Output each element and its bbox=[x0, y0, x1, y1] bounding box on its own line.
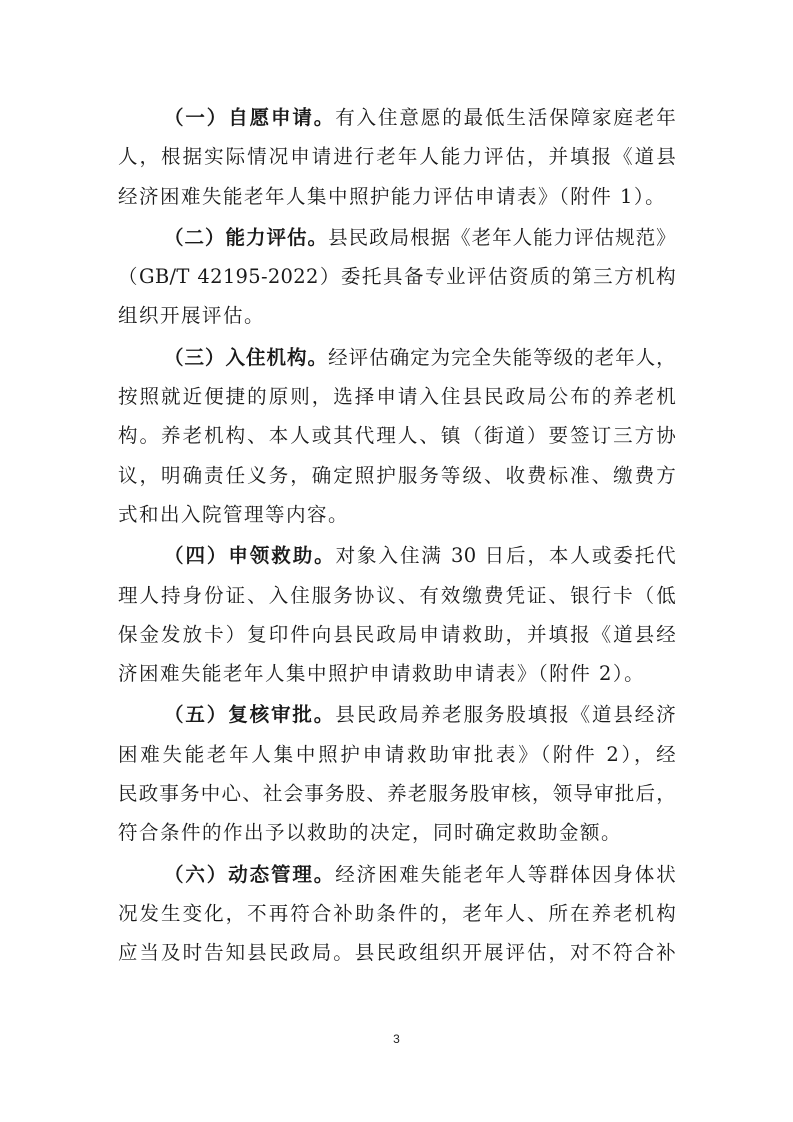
text-line: 人，根据实际情况申请进行老年人能力评估，并填报《道县 bbox=[118, 145, 676, 169]
paragraph-heading: （一）自愿申请。 bbox=[164, 106, 336, 129]
paragraph-5 bbox=[118, 695, 676, 852]
text-line bbox=[118, 218, 676, 257]
text-line: 困难失能老年人集中照护申请救助审批表》（附件 2），经 bbox=[118, 742, 676, 766]
paragraph-1 bbox=[118, 98, 676, 216]
text-line: 济困难失能老年人集中照护申请救助申请表》（附件 2）。 bbox=[118, 662, 646, 686]
text-line: 式和出入院管理等内容。 bbox=[118, 502, 350, 526]
text-line: （GB/T 42195-2022）委托具备专业评估资质的第三方机构 bbox=[118, 265, 676, 289]
text-run: 经评估确定为完全失能等级的老年人， bbox=[328, 345, 676, 369]
text-run: 有入住意愿的最低生活保障家庭老年 bbox=[335, 106, 676, 129]
text-line: 保金发放卡）复印件向县民政局申请救助，并填报《道县经 bbox=[118, 622, 676, 646]
text-line: 民政事务中心、社会事务股、养老服务股审核，领导审批后， bbox=[118, 782, 676, 806]
text-line: 况发生变化，不再符合补助条件的，老年人、所在养老机构 bbox=[118, 901, 676, 925]
text-line: 按照就近便捷的原则，选择申请入住县民政局公布的养老机 bbox=[118, 385, 676, 409]
document-body bbox=[118, 98, 676, 975]
text-line bbox=[118, 695, 676, 734]
text-line: 应当及时告知县民政局。县民政组织开展评估，对不符合补 bbox=[118, 941, 676, 965]
text-line: 理人持身份证、入住服务协议、有效缴费凭证、银行卡（低 bbox=[118, 583, 676, 607]
page-number: 3 bbox=[393, 1032, 400, 1046]
text-line: 组织开展评估。 bbox=[118, 304, 266, 328]
text-line: 构。养老机构、本人或其代理人、镇（街道）要签订三方协 bbox=[118, 424, 676, 448]
text-run: 县民政局根据《老年人能力评估规范》 bbox=[328, 225, 676, 249]
text-line: 符合条件的作出予以救助的决定，同时确定救助金额。 bbox=[118, 821, 623, 845]
paragraph-6 bbox=[118, 855, 676, 973]
paragraph-heading: （五）复核审批。 bbox=[164, 703, 336, 727]
text-run: 经济困难失能老年人等群体因身体状 bbox=[335, 862, 676, 886]
text-line: 经济困难失能老年人集中照护能力评估申请表》（附件 1）。 bbox=[118, 184, 667, 208]
paragraph-heading: （二）能力评估。 bbox=[164, 225, 329, 249]
text-line: 议，明确责任义务，确定照护服务等级、收费标准、缴费方 bbox=[118, 463, 676, 487]
text-run: 对象入住满 30 日后，本人或委托代 bbox=[335, 544, 676, 568]
paragraph-3 bbox=[118, 338, 676, 534]
text-line bbox=[118, 338, 676, 377]
text-line bbox=[118, 536, 676, 575]
text-line bbox=[118, 855, 676, 894]
paragraph-2 bbox=[118, 218, 676, 336]
text-line bbox=[118, 98, 676, 137]
paragraph-4 bbox=[118, 536, 676, 693]
paragraph-heading: （四）申领救助。 bbox=[164, 544, 336, 568]
paragraph-heading: （六）动态管理。 bbox=[164, 862, 336, 886]
paragraph-heading: （三）入住机构。 bbox=[164, 345, 329, 369]
text-run: 县民政局养老服务股填报《道县经济 bbox=[335, 703, 676, 727]
